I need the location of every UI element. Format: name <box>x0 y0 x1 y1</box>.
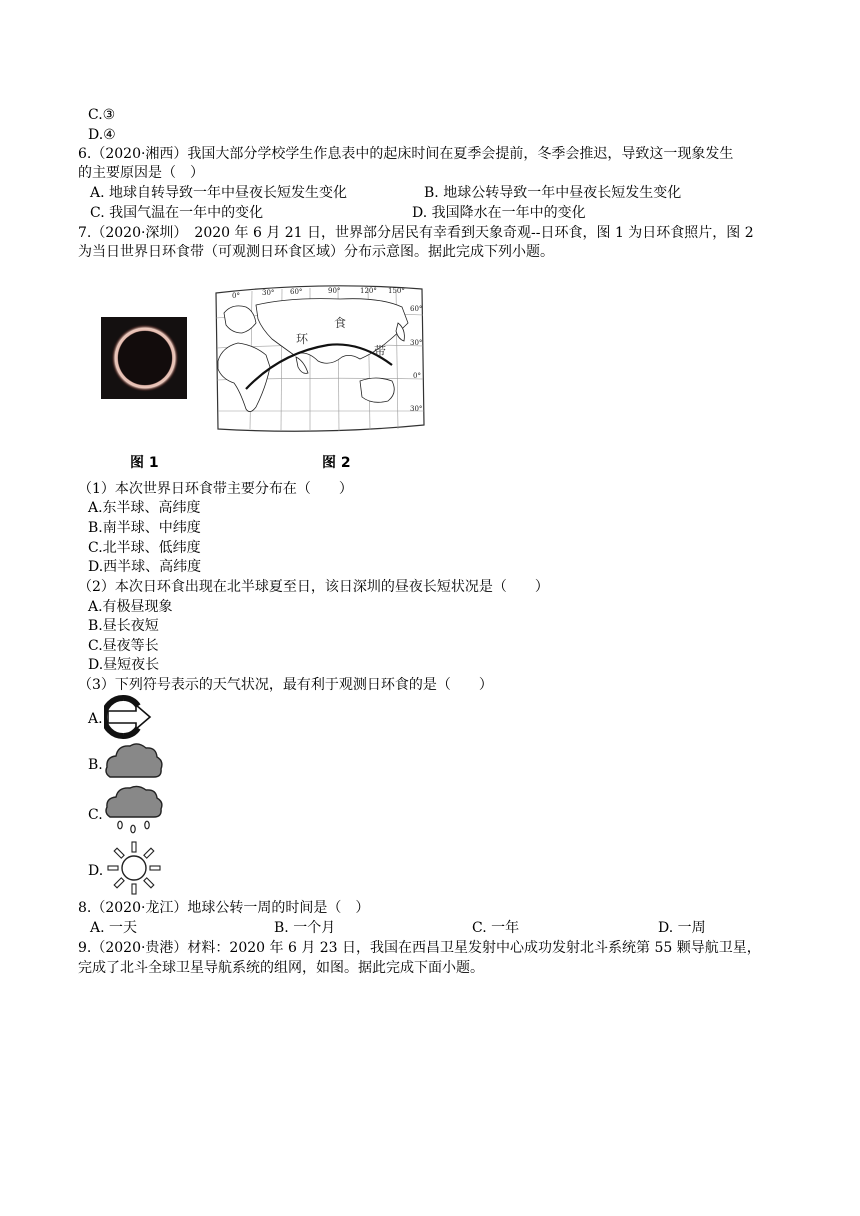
q7-sub2-option-c: C.昼夜等长 <box>88 638 159 654</box>
prev-option-d: D.④ <box>88 127 116 143</box>
q7-sub2-option-d: D.昼短夜长 <box>88 657 160 673</box>
q8-option-d: D. 一周 <box>658 920 706 936</box>
q7-sub2-option-a: A.有极昼现象 <box>88 599 173 615</box>
cloudy-icon <box>104 741 164 781</box>
sunny-icon <box>104 840 164 896</box>
q8-option-c: C. 一年 <box>472 920 520 936</box>
q7-sub3-stem: （3）下列符号表示的天气状况，最有利于观测日环食的是（ ） <box>78 677 493 693</box>
prev-option-c: C.③ <box>88 107 116 123</box>
q6-option-b: B. 地球公转导致一年中昼夜长短发生变化 <box>424 185 682 201</box>
q8-option-a: A. 一天 <box>90 920 138 936</box>
q7-sub2-stem: （2）本次日环食出现在北半球夏至日，该日深圳的昼夜长短状况是（ ） <box>78 579 549 595</box>
figure-2-caption: 图 2 <box>322 455 351 471</box>
map-lon-label-60: 60° <box>290 288 303 296</box>
q7-stem-line1: 7.（2020·深圳） 2020 年 6 月 21 日，世界部分居民有幸看到天象奇观--日环食，图 1 为日环食照片，图 2 <box>78 225 754 241</box>
map-lat-label-30n: 30° <box>410 339 423 347</box>
map-lon-label-120: 120° <box>360 287 377 295</box>
q7-sub2-option-b: B.昼长夜短 <box>88 618 159 634</box>
q7-sub1-option-a: A.东半球、高纬度 <box>88 500 201 516</box>
map-band-char-3: 带 <box>374 344 387 358</box>
q9-stem-line1: 9.（2020·贵港）材料：2020 年 6 月 23 日，我国在西昌卫星发射中心成功发射北斗系统第 55 颗导航卫星， <box>78 940 761 956</box>
q8-option-b: B. 一个月 <box>274 920 336 936</box>
map-lat-label-60n: 60° <box>410 305 423 313</box>
q7-sub3-option-d: D. <box>88 863 104 879</box>
map-lat-label-30s: 30° <box>410 405 423 413</box>
q7-sub3-option-c: C. <box>88 807 103 823</box>
map-lat-label-0: 0° <box>413 372 421 380</box>
q6-option-c: C. 我国气温在一年中的变化 <box>90 205 264 221</box>
q7-sub3-option-b: B. <box>88 757 103 773</box>
map-lon-label-0: 0° <box>232 292 240 300</box>
annular-eclipse-photo <box>101 317 187 399</box>
q6-stem-line2: 的主要原因是（ ） <box>78 165 204 181</box>
map-lon-label-30: 30° <box>262 289 275 297</box>
q9-stem-line2: 完成了北斗全球卫星导航系统的组网，如图。据此完成下面小题。 <box>78 960 484 976</box>
q7-sub1-option-b: B.南半球、中纬度 <box>88 520 201 536</box>
map-band-char-1: 环 <box>296 332 309 346</box>
q6-option-a: A. 地球自转导致一年中昼夜长短发生变化 <box>90 185 348 201</box>
rain-icon <box>104 785 164 835</box>
q7-stem-line2: 为当日世界日环食带（可观测日环食区域）分布示意图。据此完成下列小题。 <box>78 244 554 260</box>
q7-sub1-stem: （1）本次世界日环食带主要分布在（ ） <box>78 481 353 497</box>
q6-stem-line1: 6.（2020·湘西）我国大部分学校学生作息表中的起床时间在夏季会提前，冬季会推迟，导致这一现象发生 <box>78 146 734 162</box>
q6-option-d: D. 我国降水在一年中的变化 <box>412 205 586 221</box>
map-lon-label-150: 150° <box>388 287 405 295</box>
q7-sub1-option-c: C.北半球、低纬度 <box>88 540 201 556</box>
sandstorm-icon <box>104 694 154 740</box>
map-band-char-2: 食 <box>334 316 347 330</box>
q7-sub1-option-d: D.西半球、高纬度 <box>88 559 202 575</box>
q8-stem: 8.（2020·龙江）地球公转一周的时间是（ ） <box>78 900 370 916</box>
q7-sub3-option-a: A. <box>88 711 103 727</box>
eclipse-band-map <box>210 283 432 433</box>
figure-1-caption: 图 1 <box>130 455 159 471</box>
map-lon-label-90: 90° <box>328 287 341 295</box>
